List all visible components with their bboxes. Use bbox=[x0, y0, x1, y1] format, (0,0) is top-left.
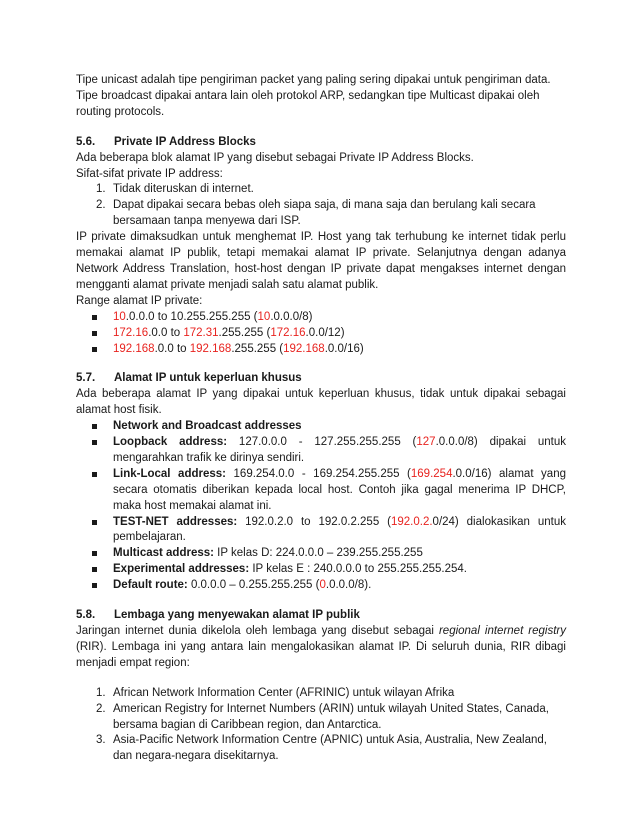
text: .0.0.0/8) dipakai untuk mengarahkan trafik ke dirinya sendiri. bbox=[113, 436, 566, 464]
list-text: Tidak diteruskan di internet. bbox=[113, 183, 254, 196]
section-number: 5.6. bbox=[76, 135, 96, 148]
list-number: 3. bbox=[96, 734, 106, 747]
section-title: Alamat IP untuk keperluan khusus bbox=[114, 372, 302, 385]
section-number: 5.8. bbox=[76, 609, 96, 622]
item-label: Experimental addresses: bbox=[113, 563, 250, 576]
section-heading-5-8 bbox=[76, 608, 566, 624]
list-number: 1. bbox=[96, 183, 106, 196]
highlight: 169.254 bbox=[410, 467, 453, 480]
text: 0/24) dialokasikan untuk pembelajaran. bbox=[113, 515, 566, 544]
section-title: Lembaga yang menyewakan alamat IP publik bbox=[114, 609, 360, 622]
list-item bbox=[76, 342, 566, 358]
list-item bbox=[76, 419, 566, 435]
text: IP kelas D: 224.0.0.0 – 239.255.255.255 bbox=[213, 547, 423, 560]
text: Jaringan internet dunia dikelola oleh lembaga yang disebut sebagai bbox=[76, 625, 439, 637]
text: 169.254.0.0 - 169.254.255.255 ( bbox=[225, 467, 411, 480]
text: .255.255 ( bbox=[218, 326, 271, 339]
text: .0.0/16) alamat yang secara otomatis diberikan kepada local host. Contoh jika gagal menerima IP DHCP, maka host memakai alamat ini. bbox=[113, 467, 566, 512]
highlight: 172.16 bbox=[270, 326, 306, 339]
text: .0.0/12) bbox=[305, 326, 345, 339]
list-text: American Registry for Internet Numbers (ARIN) untuk wilayah United States, Canada, bersama bagian di Caribbean region, dan Antarctica. bbox=[113, 702, 549, 731]
highlight: 0 bbox=[319, 579, 326, 592]
list-text: Asia-Pacific Network Information Centre (APNIC) untuk Asia, Australia, New Zealand, dan negara-negara disekitarnya. bbox=[113, 734, 547, 763]
highlight: 192.168 bbox=[283, 342, 325, 355]
section-heading-5-6 bbox=[76, 135, 566, 151]
highlight: 192.168 bbox=[113, 342, 155, 355]
paragraph: Sifat-sifat private IP address: bbox=[76, 167, 223, 180]
paragraph: Range alamat IP private: bbox=[76, 294, 203, 307]
list-item bbox=[76, 435, 566, 467]
text: .0.0 to bbox=[154, 342, 190, 355]
text: .0.0.0/8) bbox=[270, 310, 313, 323]
item-label: Loopback address: bbox=[113, 436, 228, 449]
text: (RIR). Lembaga ini yang antara lain mengalokasikan alamat IP. Di seluruh dunia, RIR dibagi menjadi empat region: bbox=[76, 640, 566, 669]
text: .0.0.0 to 10.255.255.255 ( bbox=[125, 310, 258, 323]
list-item bbox=[76, 546, 566, 562]
list-number: 1. bbox=[96, 686, 106, 699]
list-item bbox=[76, 578, 566, 594]
item-label: TEST-NET addresses: bbox=[113, 515, 238, 528]
item-label: Network and Broadcast addresses bbox=[113, 420, 302, 433]
text: IP kelas E : 240.0.0.0 to 255.255.255.254. bbox=[249, 563, 467, 576]
text: 192.0.2.0 to 192.0.2.255 ( bbox=[237, 515, 391, 528]
list-item bbox=[76, 562, 566, 578]
italic-term: regional internet registry bbox=[438, 625, 566, 637]
list-item bbox=[76, 467, 566, 515]
highlight: 127 bbox=[416, 436, 436, 449]
list-item bbox=[76, 198, 566, 230]
highlight: 192.0.2. bbox=[390, 515, 433, 528]
intro-line-2: Tipe broadcast dipakai antara lain oleh protokol ARP, sedangkan tipe Multicast dipakai oleh bbox=[76, 89, 540, 102]
section-title: Private IP Address Blocks bbox=[114, 135, 256, 148]
highlight: 172.31 bbox=[183, 326, 219, 339]
item-label: Default route: bbox=[113, 579, 188, 592]
list-number: 2. bbox=[96, 702, 106, 715]
rir-list bbox=[76, 686, 566, 766]
list-item bbox=[76, 310, 566, 326]
text: .0.0.0/8). bbox=[325, 579, 372, 592]
paragraph: IP private dimaksudkan untuk menghemat IP. Host yang tak terhubung ke internet tidak perlu memakai alamat IP publik, tetapi memakai alamat IP private. Selanjutnya dengan adanya Network Address Translation, host-host dengan IP private dapat mengakses internet dengan mengganti alamat private menjadi salah satu alamat publik. bbox=[76, 231, 566, 291]
list-item bbox=[76, 326, 566, 342]
list-text: African Network Information Center (AFRINIC) untuk wilayan Afrika bbox=[113, 686, 455, 699]
highlight: 192.168 bbox=[189, 342, 232, 355]
list-item bbox=[76, 702, 566, 734]
list-item bbox=[76, 515, 566, 547]
text: 0.0.0.0 – 0.255.255.255 ( bbox=[187, 579, 320, 592]
list-number: 2. bbox=[96, 199, 106, 212]
section-heading-5-7 bbox=[76, 371, 566, 387]
item-label: Multicast address: bbox=[113, 547, 214, 560]
list-item bbox=[76, 733, 566, 765]
paragraph: Ada beberapa blok alamat IP yang disebut sebagai Private IP Address Blocks. bbox=[76, 151, 474, 164]
intro-line-1: Tipe unicast adalah tipe pengiriman packet yang paling sering dipakai untuk pengiriman data. bbox=[76, 74, 551, 86]
text: .255.255 ( bbox=[231, 342, 284, 355]
list-item bbox=[76, 686, 566, 702]
spacer bbox=[76, 672, 566, 686]
text: 127.0.0.0 - 127.255.255.255 ( bbox=[227, 436, 417, 449]
highlight: 10 bbox=[113, 310, 126, 323]
list-item bbox=[76, 182, 566, 198]
section-number: 5.7. bbox=[76, 372, 96, 385]
paragraph bbox=[76, 624, 566, 672]
highlight: 172.16 bbox=[113, 326, 149, 339]
highlight: 10 bbox=[257, 310, 271, 323]
special-address-list bbox=[76, 419, 566, 594]
numbered-list bbox=[76, 182, 566, 230]
paragraph: Ada beberapa alamat IP yang dipakai untuk keperluan khusus, tidak untuk dipakai sebagai alamat host fisik. bbox=[76, 388, 566, 417]
text: .0.0 to bbox=[148, 326, 184, 339]
range-list bbox=[76, 310, 566, 358]
list-text: Dapat dipakai secara bebas oleh siapa saja, di mana saja dan berulang kali secara bersamaan tanpa menyewa dari ISP. bbox=[113, 199, 536, 228]
text: .0.0/16) bbox=[324, 342, 364, 355]
intro-line-3: routing protocols. bbox=[76, 105, 165, 118]
document-page bbox=[76, 73, 566, 765]
item-label: Link-Local address: bbox=[113, 467, 226, 480]
